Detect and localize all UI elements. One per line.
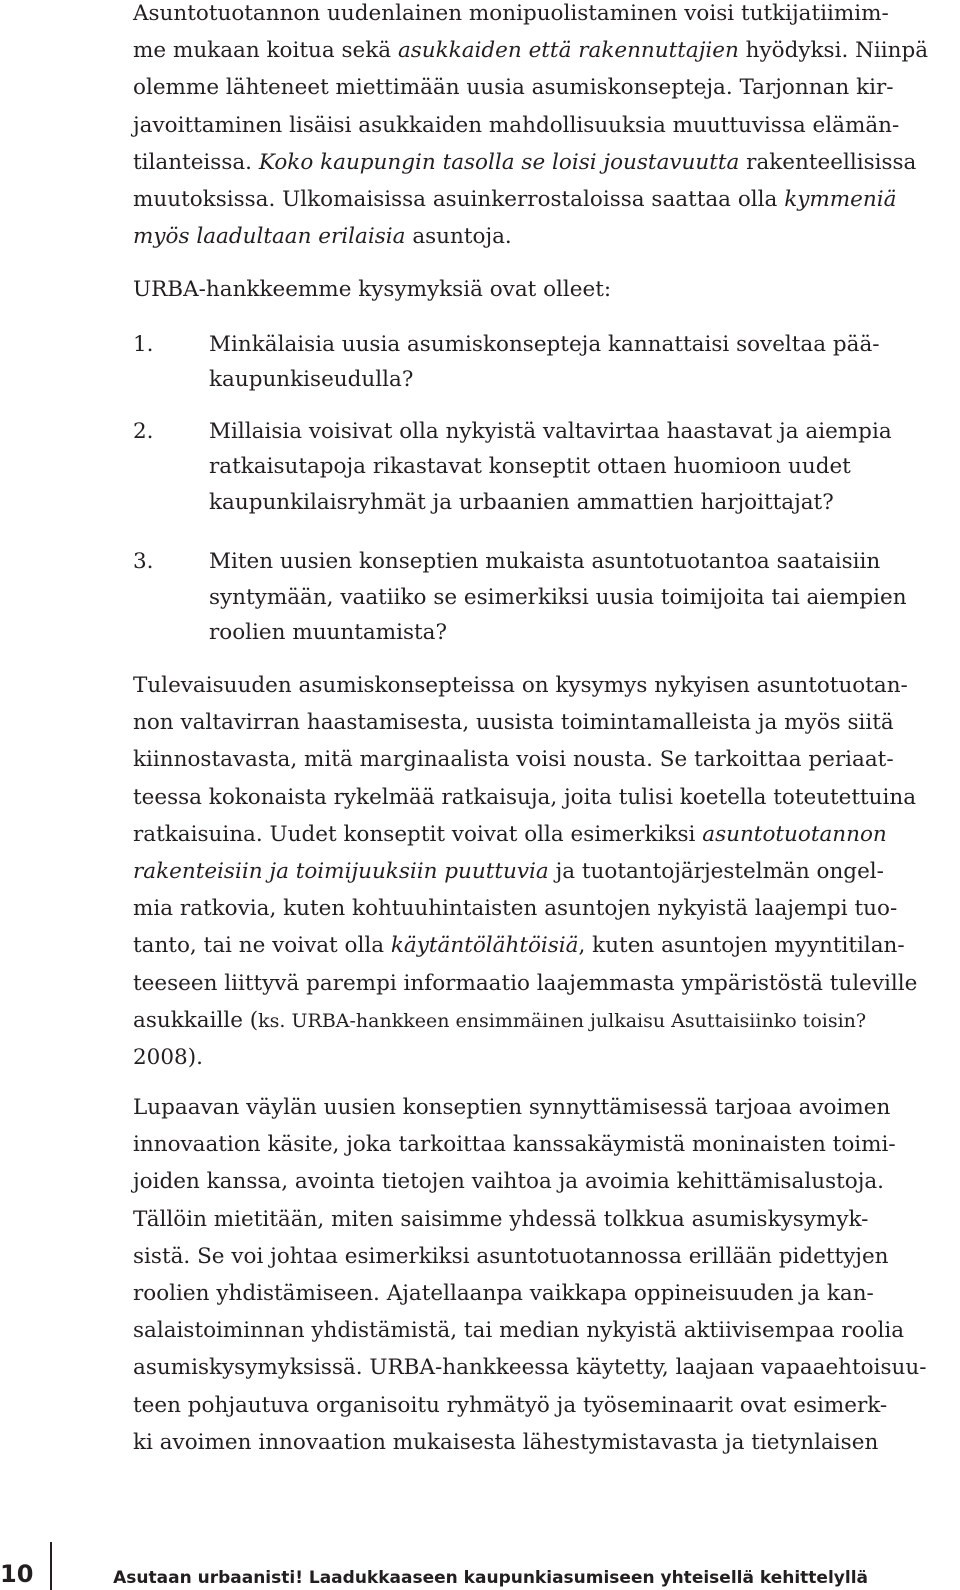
text-line bbox=[133, 926, 941, 966]
text-run: kiinnostavasta, mitä marginaalista voisi nousta. Se tarkoittaa periaat- bbox=[133, 747, 894, 773]
text-line bbox=[133, 180, 941, 220]
text-run: joiden kanssa, avointa tietojen vaihtoa ja avoimia kehittämisalustoja. bbox=[133, 1169, 885, 1195]
text-run: ja tuotantojärjestelmän ongel- bbox=[548, 859, 884, 884]
text-run: salaistoiminnan yhdistämistä, tai median nykyistä aktiivisempaa roolia bbox=[133, 1318, 905, 1344]
text-line bbox=[133, 1200, 941, 1240]
text-line bbox=[133, 1125, 941, 1165]
text-line bbox=[133, 1274, 941, 1314]
question-text-line: syntymään, vaatiiko se esimerkiksi uusia toimijoita tai aiempien bbox=[209, 585, 907, 610]
text-line bbox=[133, 1162, 941, 1202]
text-line bbox=[133, 1001, 941, 1041]
text-run: tilanteissa. bbox=[133, 149, 259, 175]
text-run: Tällöin mietitään, miten saisimme yhdessä tolkkua asumiskysymyk- bbox=[133, 1206, 869, 1232]
text-line bbox=[133, 815, 941, 855]
question-text-line: ratkaisutapoja rikastavat konseptit ottaen huomioon uudet bbox=[209, 454, 851, 479]
text-run: asuntoja. bbox=[405, 224, 512, 250]
emphasis-text: käytäntölähtöisiä bbox=[390, 933, 579, 959]
text-line bbox=[133, 666, 941, 706]
page-footer bbox=[0, 1542, 960, 1590]
publication-title: Asutaan urbaanisti! Laadukkaaseen kaupunkiasumiseen yhteisellä kehittelyllä bbox=[113, 1568, 868, 1588]
text-run: hyödyksi. Niinpä bbox=[738, 38, 929, 64]
question-number: 1. bbox=[133, 332, 154, 357]
text-run: Tulevaisuuden asumiskonsepteissa on kysymys nykyisen asuntotuotan- bbox=[133, 673, 908, 698]
text-run: , kuten asuntojen myyntitilan- bbox=[578, 933, 905, 959]
text-line bbox=[133, 1038, 941, 1078]
text-run: teessa kokonaista rykelmää ratkaisuja, joita tulisi koetella toteutettuina bbox=[133, 784, 917, 810]
text-run: tanto, tai ne voivat olla bbox=[133, 933, 391, 959]
text-line bbox=[133, 1088, 941, 1128]
text-line bbox=[133, 1237, 941, 1277]
page-number: 10 bbox=[0, 1560, 34, 1588]
text-run: non valtavirran haastamisesta, uusista toimintamalleista ja myös siitä bbox=[133, 710, 894, 736]
text-run: Asuntotuotannon uudenlainen monipuolistaminen voisi tutkijatiimim- bbox=[133, 1, 889, 26]
text-line bbox=[133, 31, 941, 71]
text-line bbox=[133, 1348, 941, 1388]
question-number: 2. bbox=[133, 419, 154, 444]
text-run: ki avoimen innovaation mukaisesta lähestymistavasta ja tietynlaisen bbox=[133, 1429, 879, 1455]
text-run: mia ratkovia, kuten kohtuuhintaisten asuntojen nykyistä laajempi tuo- bbox=[133, 896, 898, 922]
text-run: ratkaisuina. Uudet konseptit voivat olla esimerkiksi bbox=[133, 821, 703, 847]
text-run: teeseen liittyvä parempi informaatio laajemmasta ympäristöstä tuleville bbox=[133, 970, 918, 996]
question-text-line: Millaisia voisivat olla nykyistä valtavirtaa haastavat ja aiempia bbox=[209, 419, 892, 444]
question-text-line: kaupunkilaisryhmät ja urbaanien ammattien harjoittajat? bbox=[209, 490, 834, 515]
text-line bbox=[133, 852, 941, 892]
text-line bbox=[133, 1311, 941, 1351]
text-line bbox=[133, 1423, 941, 1463]
text-run: olemme lähteneet miettimään uusia asumiskonsepteja. Tarjonnan kir- bbox=[133, 75, 894, 101]
text-line bbox=[133, 740, 941, 780]
text-line bbox=[133, 889, 941, 929]
emphasis-text: asuntotuotannon bbox=[702, 821, 887, 847]
text-line bbox=[133, 703, 941, 743]
text-run: teen pohjautuva organisoitu ryhmätyö ja työseminaarit ovat esimerk- bbox=[133, 1392, 888, 1418]
question-text-line: kaupunkiseudulla? bbox=[209, 367, 414, 392]
emphasis-text: rakenteisiin ja toimijuuksiin puuttuvia bbox=[133, 859, 549, 884]
list-intro: URBA-hankkeemme kysymyksiä ovat olleet: bbox=[133, 277, 612, 302]
text-line bbox=[133, 778, 941, 818]
text-line bbox=[133, 0, 941, 34]
emphasis-text: asukkaiden että rakennuttajien bbox=[397, 38, 739, 64]
question-text-line: Minkälaisia uusia asumiskonsepteja kannattaisi soveltaa pää- bbox=[209, 332, 880, 357]
text-run: innovaation käsite, joka tarkoittaa kanssakäymistä moninaisten toimi- bbox=[133, 1132, 896, 1158]
text-run: rakenteellisissa bbox=[739, 149, 917, 175]
text-run: javoittaminen lisäisi asukkaiden mahdollisuuksia muuttuvissa elämän- bbox=[133, 112, 900, 138]
text-run: roolien yhdistämiseen. Ajatellaanpa vaikkapa oppineisuuden ja kan- bbox=[133, 1281, 874, 1306]
question-number: 3. bbox=[133, 549, 154, 574]
text-line bbox=[133, 217, 941, 257]
text-line bbox=[133, 106, 941, 146]
question-text-line: roolien muuntamista? bbox=[209, 620, 447, 645]
emphasis-text: kymmeniä bbox=[784, 187, 897, 212]
emphasis-text: myös laadultaan erilaisia bbox=[133, 224, 406, 250]
reference-text: ks. URBA-hankkeen ensimmäinen julkaisu Asuttaisiinko toisin? bbox=[258, 1009, 867, 1032]
footer-divider bbox=[50, 1542, 52, 1590]
text-run: asumiskysymyksissä. URBA-hankkeessa käytetty, laajaan vapaaehtoisuu- bbox=[133, 1355, 927, 1381]
text-line bbox=[133, 68, 941, 108]
text-line bbox=[133, 143, 941, 183]
question-text-line: Miten uusien konseptien mukaista asuntotuotantoa saataisiin bbox=[209, 549, 881, 574]
text-line bbox=[133, 964, 941, 1004]
text-run: muutoksissa. Ulkomaisissa asuinkerrostaloissa saattaa olla bbox=[133, 187, 785, 212]
text-run: sistä. Se voi johtaa esimerkiksi asuntotuotannossa erillään pidettyjen bbox=[133, 1243, 889, 1269]
text-run: asukkaille ( bbox=[133, 1007, 259, 1033]
text-run: 2008). bbox=[133, 1045, 203, 1070]
text-run: me mukaan koitua sekä bbox=[133, 38, 398, 64]
emphasis-text: Koko kaupungin tasolla se loisi joustavuutta bbox=[258, 149, 740, 175]
text-line bbox=[133, 1386, 941, 1426]
text-run: Lupaavan väylän uusien konseptien synnyttämisessä tarjoaa avoimen bbox=[133, 1095, 891, 1120]
